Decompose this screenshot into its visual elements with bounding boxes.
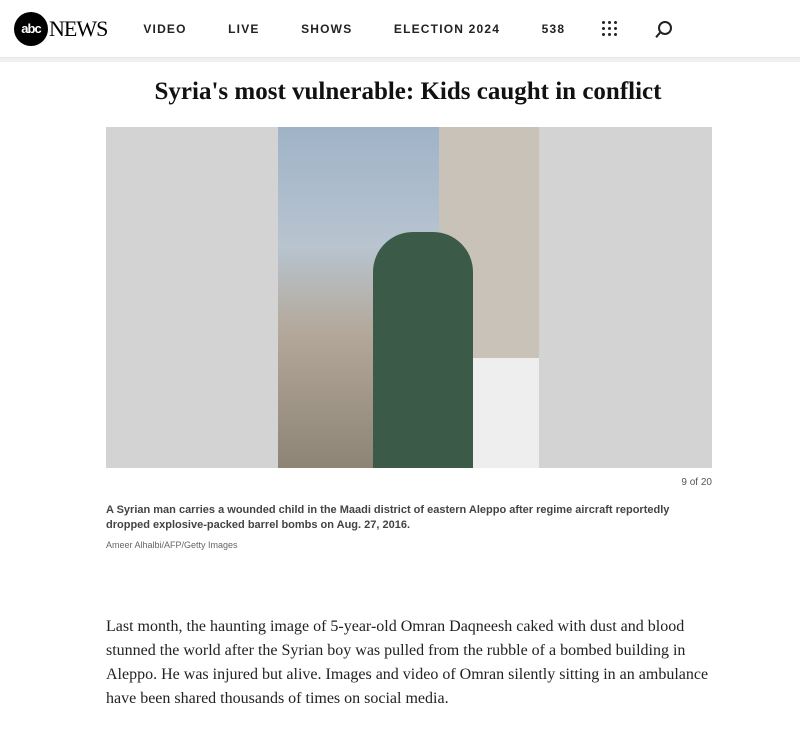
gallery-photo — [278, 127, 539, 468]
header-divider — [0, 58, 800, 62]
abc-news-logo[interactable] — [14, 12, 107, 46]
logo-text: NEWS — [49, 15, 108, 41]
menu-grid-icon[interactable] — [602, 21, 618, 37]
nav-538[interactable]: 538 — [541, 21, 566, 36]
image-caption: A Syrian man carries a wounded child in the Maadi district of eastern Aleppo after regime aircraft reportedly dropped explosive-packed barrel bombs on Aug. 27, 2016. — [106, 504, 670, 531]
gallery-image-frame[interactable] — [106, 127, 712, 468]
gallery-counter: 9 of 20 — [681, 477, 712, 488]
photo-man-carrying-child — [373, 232, 473, 468]
photo-truck — [469, 358, 539, 468]
logo-circle: abc — [14, 12, 48, 46]
nav-election-2024[interactable]: ELECTION 2024 — [393, 21, 501, 36]
article-paragraph: Last month, the haunting image of 5-year-old Omran Daqneesh caked with dust and blood stunned the world after the Syrian boy was pulled from the rubble of a bombed building in Aleppo. He was injured but alive. Images and video of Omran silently sitting in an ambulance have been shared thousands of times on social media. — [106, 618, 709, 707]
site-header — [0, 0, 800, 58]
nav-live[interactable]: LIVE — [228, 21, 260, 36]
nav-shows[interactable]: SHOWS — [301, 21, 353, 36]
nav-video[interactable]: VIDEO — [143, 21, 187, 36]
search-icon[interactable] — [654, 20, 672, 38]
page-title: Syria's most vulnerable: Kids caught in conflict — [154, 78, 662, 105]
image-credit: Ameer Alhalbi/AFP/Getty Images — [106, 540, 238, 550]
main-nav — [143, 20, 602, 38]
